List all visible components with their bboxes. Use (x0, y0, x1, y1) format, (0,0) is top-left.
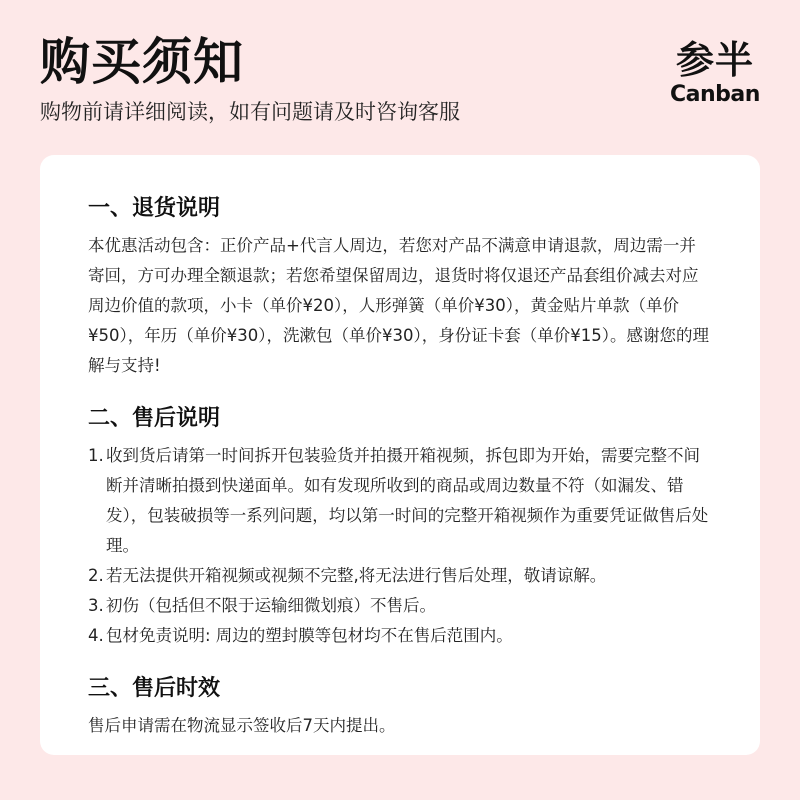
brand-name-cn: 参半 (675, 38, 754, 82)
section-title: 二、售后说明 (88, 406, 221, 431)
section-title: 一、退货说明 (88, 196, 221, 221)
list-text: 收到货后请第一时间拆开包装验货并拍摄开箱视频，拆包即为开始，需要完整不间断并清晰拍摄到快递面单。如有发现所收到的商品或周边数量不符（如漏发、错发），包装破损等一系列问题，均以第一时间的完整开箱视频作为重要凭证做售后处理。 (106, 446, 709, 555)
list-text: 若无法提供开箱视频或视频不完整,将无法进行售后处理，敬请谅解。 (106, 566, 607, 585)
section-returns (88, 193, 712, 381)
list-item (88, 621, 712, 651)
page-subtitle: 购物前请详细阅读，如有问题请及时咨询客服 (40, 100, 460, 124)
section-after-sales (88, 403, 712, 651)
notice-card (40, 155, 760, 755)
list-number: 4. (88, 626, 104, 645)
list-text: 初伤（包括但不限于运输细微划痕）不售后。 (106, 596, 436, 615)
list-text: 包材免责说明: 周边的塑封膜等包材均不在售后范围内。 (106, 626, 513, 645)
section-title: 三、售后时效 (88, 676, 221, 701)
after-sales-list (88, 441, 712, 651)
brand-name-en: Canban (670, 82, 760, 107)
brand-logo (670, 38, 760, 108)
list-number: 2. (88, 566, 104, 585)
page-title: 购买须知 (40, 33, 244, 91)
list-item (88, 441, 712, 561)
list-number: 1. (88, 446, 104, 465)
section-time-limit (88, 673, 712, 741)
list-item (88, 561, 712, 591)
section-body: 售后申请需在物流显示签收后7天内提出。 (88, 716, 396, 735)
list-number: 3. (88, 596, 104, 615)
list-item (88, 591, 712, 621)
section-body: 本优惠活动包含：正价产品+代言人周边，若您对产品不满意申请退款，周边需一并寄回，方可办理全额退款；若您希望保留周边，退货时将仅退还产品套组价减去对应周边价值的款项，小卡（单价¥20），人形弹簧（单价¥30），黄金贴片单款（单价¥50），年历（单价¥30），洗漱包（单价¥30），身份证卡套（单价¥15）。感谢您的理解与支持! (88, 236, 709, 375)
